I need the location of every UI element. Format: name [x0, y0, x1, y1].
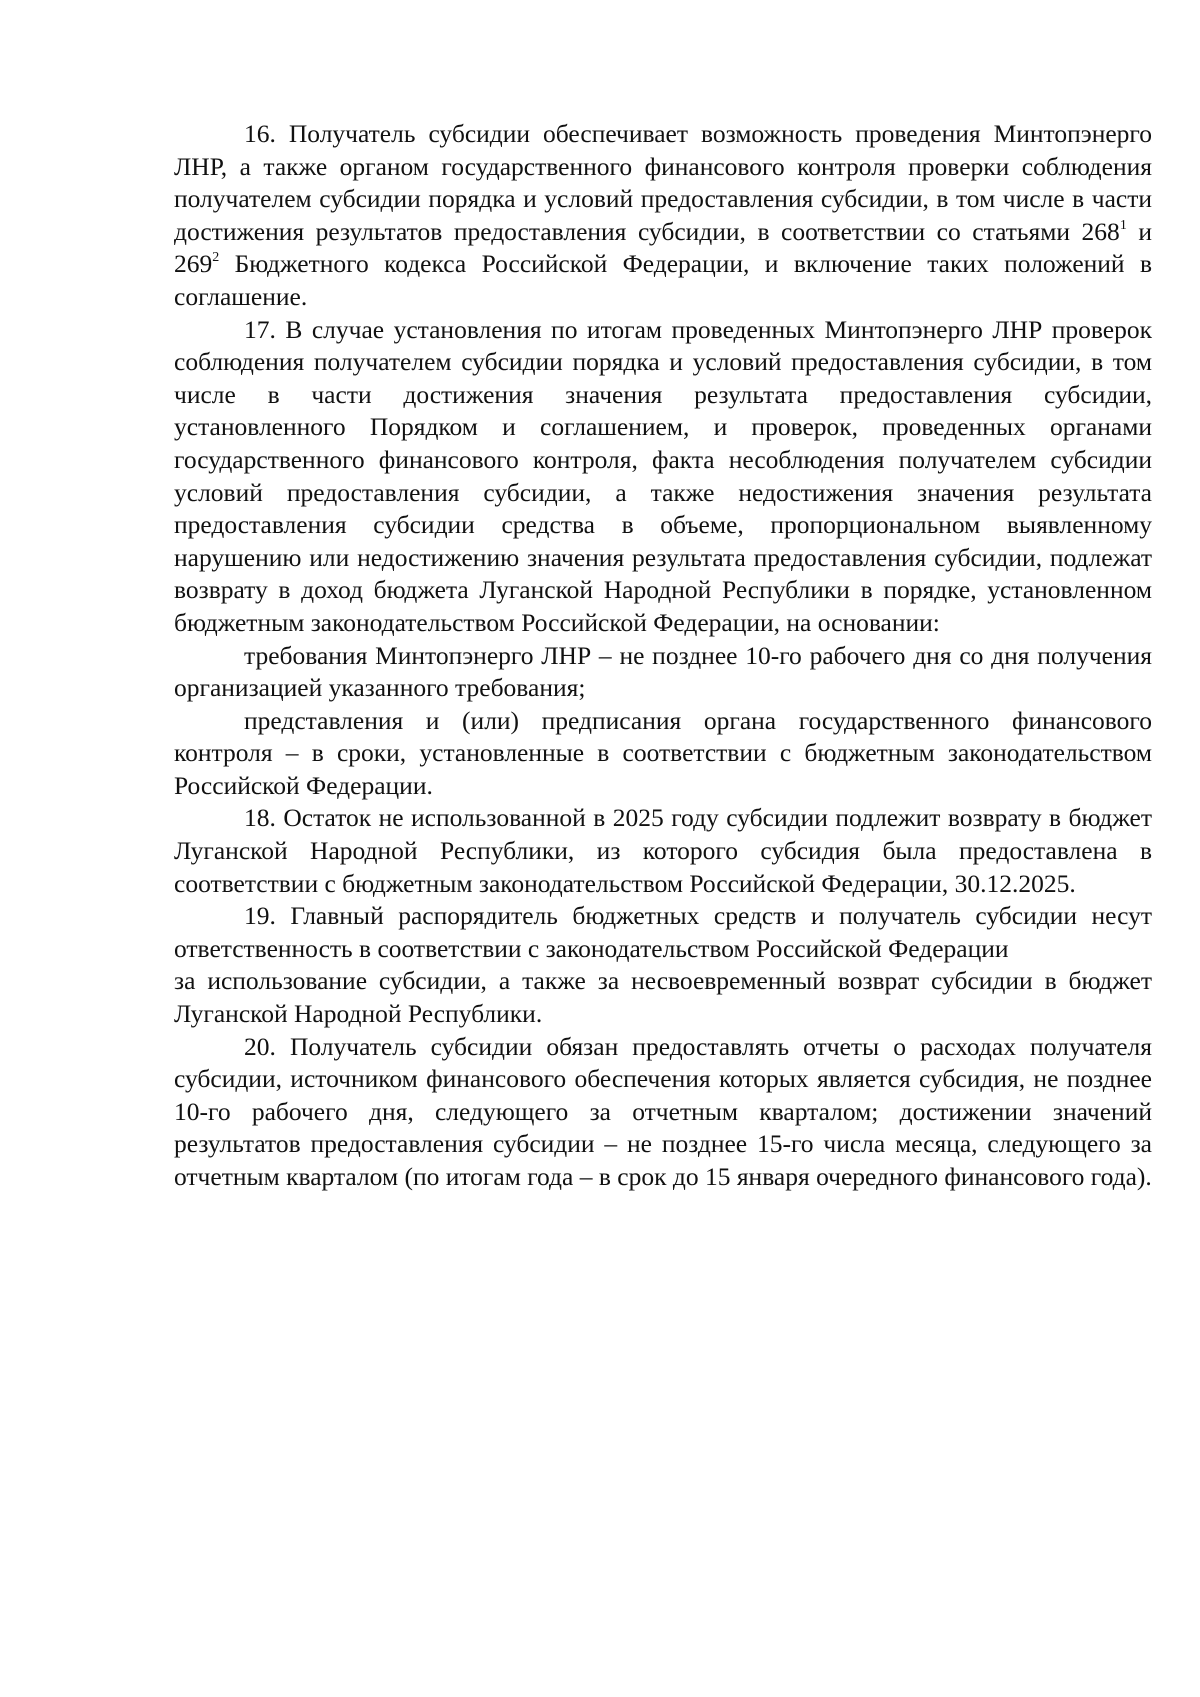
- footnote-superscript-1: 1: [1119, 217, 1127, 233]
- paragraph-17-presentation: представления и (или) предписания органа государственного финансового контроля – в сроки, установленные в соответствии с бюджетным законодательством Российской Федерации.: [174, 705, 1152, 800]
- document-page: [174, 118, 1152, 1194]
- paragraph-20: 20. Получатель субсидии обязан предоставлять отчеты о расходах получателя субсидии, источником финансового обеспечения которых является субсидия, не позднее 10-го рабочего дня, следующего за отчетным кварталом; достижении значений результатов предоставления субсидии – не позднее 15-го числа месяца, следующего за отчетным кварталом (по итогам года – в срок до 15 января очередного финансового года).: [174, 1031, 1152, 1191]
- paragraph-19-continuation: за использование субсидии, а также за несвоевременный возврат субсидии в бюджет Луганской Народной Республики.: [174, 966, 1152, 1029]
- paragraph-17: 17. В случае установления по итогам проведенных Минтопэнерго ЛНР проверок соблюдения получателем субсидии порядка и условий предоставления субсидии, в том числе в части достижения значения результата предоставления субсидии, установленного Порядком и соглашением, и проверок, проведенных органами государственного финансового контроля, факта несоблюдения получателем субсидии условий предоставления субсидии, а также недостижения значения результата предоставления субсидии средства в объеме, пропорциональном выявленному нарушению или недостижению значения результата предоставления субсидии, подлежат возврату в доход бюджета Луганской Народной Республики в порядке, установленном бюджетным законодательством Российской Федерации, на основании:: [174, 314, 1152, 637]
- paragraph-16: [174, 118, 1152, 314]
- paragraph-17-requirement: требования Минтопэнерго ЛНР – не позднее 10-го рабочего дня со дня получения организацией указанного требования;: [174, 640, 1152, 703]
- paragraph-18: 18. Остаток не использованной в 2025 году субсидии подлежит возврату в бюджет Луганской Народной Республики, из которого субсидия была предоставлена в соответствии с бюджетным законодательством Российской Федерации, 30.12.2025.: [174, 803, 1152, 898]
- paragraph-16-text-before: 16. Получатель субсидии обеспечивает возможность проведения Минтопэнерго ЛНР, а также органом государственного финансового контроля проверки соблюдения получателем субсидии порядка и условий предоставления субсидии, в том числе в части достижения результатов предоставления субсидии, в соответствии со статьями 268: [174, 119, 1152, 246]
- paragraph-19: 19. Главный распорядитель бюджетных средств и получатель субсидии несут ответственность в соответствии с законодательством Российской Федерации: [174, 901, 1152, 963]
- paragraph-16-text-middle: и 269: [174, 216, 1153, 279]
- footnote-superscript-2: 2: [212, 250, 220, 266]
- paragraph-16-text-after: Бюджетного кодекса Российской Федерации, и включение таких положений в соглашение.: [174, 249, 1152, 311]
